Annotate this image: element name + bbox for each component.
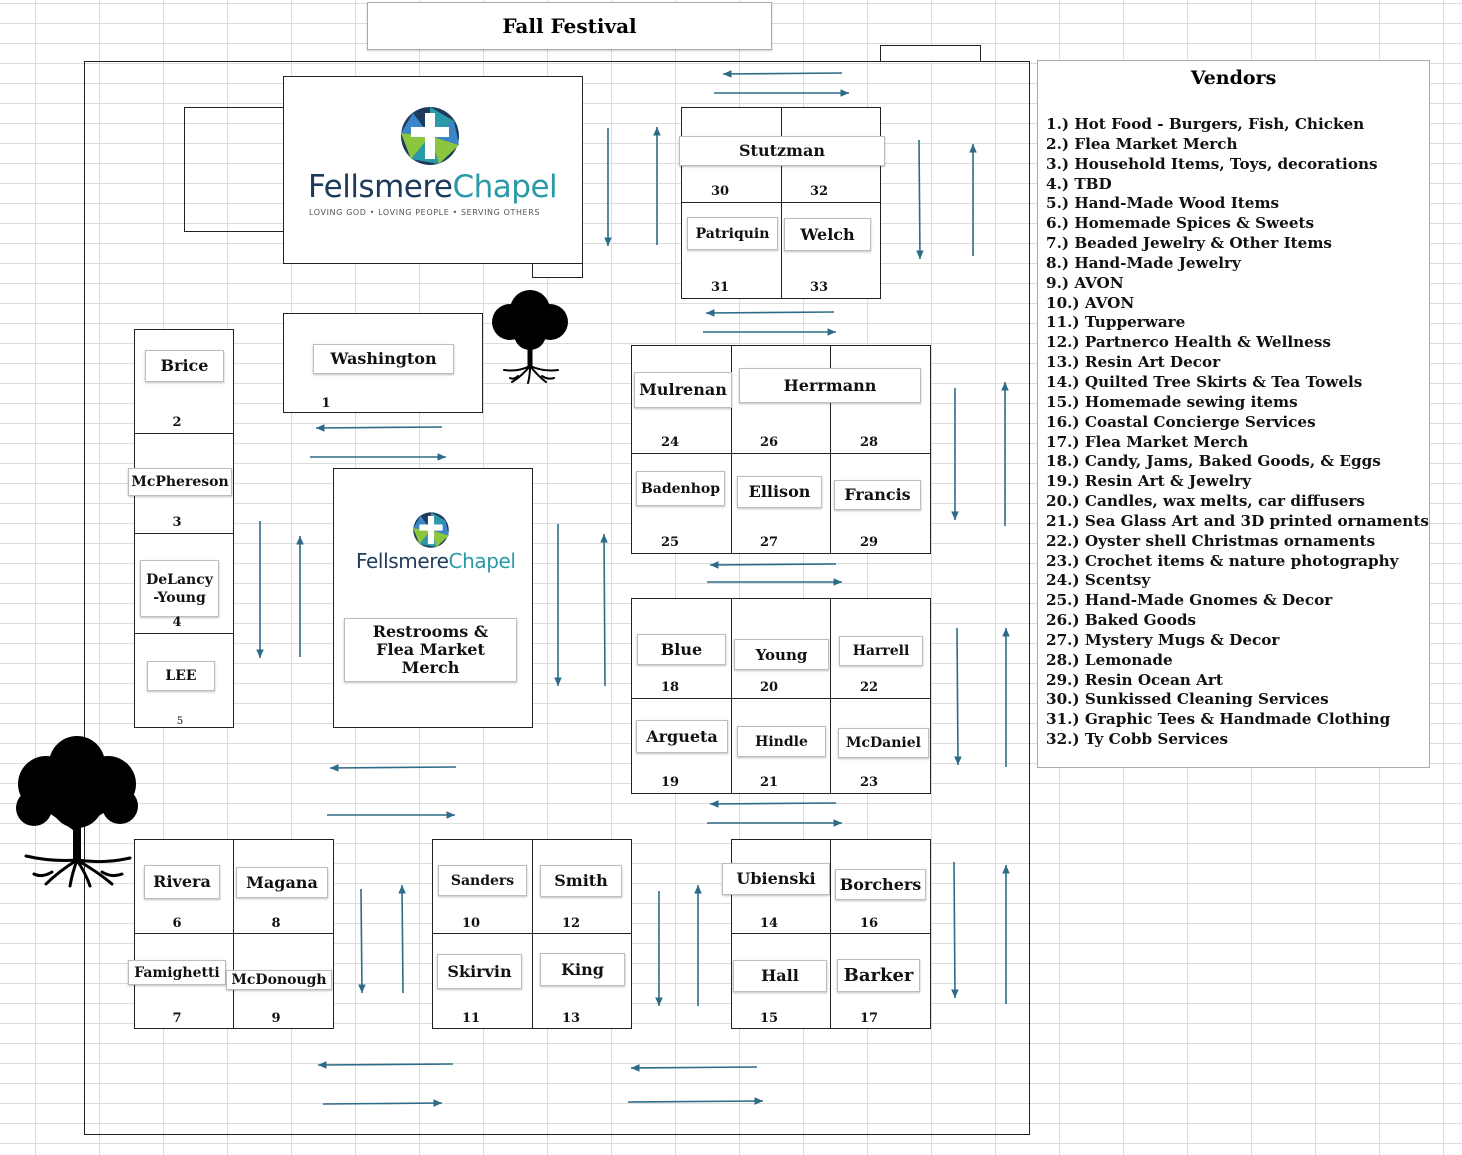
booth-number-11: 11 (461, 1011, 481, 1026)
vendor-item: 14.) Quilted Tree Skirts & Tea Towels (1046, 372, 1363, 391)
vendor-item: 12.) Partnerco Health & Wellness (1046, 333, 1331, 352)
booth-label-mcphereson: McPhereson (128, 468, 232, 496)
vendors-list (1046, 115, 1429, 750)
booth-number-32: 32 (809, 184, 829, 199)
vendor-item: 9.) AVON (1046, 273, 1124, 292)
page-title: Fall Festival (367, 2, 772, 50)
booth-number-28: 28 (859, 435, 879, 450)
booth-label-barker: Barker (837, 959, 920, 992)
vendor-item: 11.) Tupperware (1046, 313, 1186, 332)
booth-number-7: 7 (172, 1011, 182, 1026)
booth-label-lee: LEE (147, 661, 215, 691)
restrooms-label: Restrooms & Flea Market Merch (344, 618, 517, 682)
booth-number-16: 16 (859, 916, 879, 931)
vendor-item: 30.) Sunkissed Cleaning Services (1046, 690, 1329, 709)
booth-number-3: 3 (172, 515, 182, 530)
vendor-item: 23.) Crochet items & nature photography (1046, 551, 1399, 570)
booth-number-1: 1 (321, 396, 331, 411)
booth-number-30: 30 (710, 184, 730, 199)
cross-logo-icon (412, 511, 450, 549)
chapel-step (532, 263, 583, 278)
vendor-item: 31.) Graphic Tees & Handmade Clothing (1046, 710, 1391, 729)
vendors-panel (1037, 60, 1430, 768)
booth-label-hall: Hall (733, 960, 827, 992)
booth-label-badenhop: Badenhop (636, 471, 725, 506)
booth-number-22: 22 (859, 680, 879, 695)
booth-number-18: 18 (660, 680, 680, 695)
booth-label-mcdonough: McDonough (226, 970, 332, 990)
vendor-item: 3.) Household Items, Toys, decorations (1046, 154, 1378, 173)
booth-number-29: 29 (859, 535, 879, 550)
booth-number-2: 2 (172, 415, 182, 430)
vendor-item: 21.) Sea Glass Art and 3D printed ornaments (1046, 511, 1429, 530)
booth-number-26: 26 (759, 435, 779, 450)
booth-label-magana: Magana (236, 867, 328, 898)
church-logo-text-small: FellsmereChapel (356, 549, 516, 573)
church-logo-text: FellsmereChapel (308, 169, 558, 205)
entrance-box (880, 45, 981, 62)
booth-label-sanders: Sanders (438, 865, 527, 896)
booth-label-harrell: Harrell (839, 636, 923, 666)
booth-number-31: 31 (710, 280, 730, 295)
booth-number-15: 15 (759, 1011, 779, 1026)
booth-label-borchers: Borchers (835, 869, 926, 900)
vendor-item: 17.) Flea Market Merch (1046, 432, 1249, 451)
booth-number-8: 8 (271, 916, 281, 931)
booth-number-33: 33 (809, 280, 829, 295)
booth-number-21: 21 (759, 775, 779, 790)
booth-label-washington: Washington (313, 344, 454, 374)
booth-label-mulrenan: Mulrenan (634, 372, 732, 408)
booth-label-herrmann: Herrmann (739, 368, 921, 403)
vendor-item: 2.) Flea Market Merch (1046, 134, 1238, 153)
vendor-item: 1.) Hot Food - Burgers, Fish, Chicken (1046, 115, 1365, 133)
booth-label-skirvin: Skirvin (437, 954, 522, 989)
booth-number-19: 19 (660, 775, 680, 790)
vendor-item: 29.) Resin Ocean Art (1046, 670, 1223, 689)
booth-number-12: 12 (561, 916, 581, 931)
booth-label-ellison: Ellison (737, 476, 822, 508)
booth-number-25: 25 (660, 535, 680, 550)
vendor-item: 7.) Beaded Jewelry & Other Items (1046, 234, 1332, 253)
vendor-item: 18.) Candy, Jams, Baked Goods, & Eggs (1046, 452, 1381, 471)
booth-number-13: 13 (561, 1011, 581, 1026)
tree-icon (12, 732, 142, 888)
booth-number-6: 6 (172, 916, 182, 931)
vendor-item: 24.) Scentsy (1046, 571, 1151, 590)
booth-label-ubienski: Ubienski (722, 863, 830, 895)
vendor-item: 15.) Homemade sewing items (1046, 392, 1298, 411)
booth-label-argueta: Argueta (636, 720, 728, 753)
booth-number-10: 10 (461, 916, 481, 931)
vendor-item: 28.) Lemonade (1046, 650, 1173, 669)
church-tagline: LOVING GOD • LOVING PEOPLE • SERVING OTHERS (309, 208, 541, 217)
booth-number-23: 23 (859, 775, 879, 790)
booth-label-patriquin: Patriquin (687, 217, 778, 250)
booth-label-mcdaniel: McDaniel (838, 728, 929, 758)
booth-label-smith: Smith (540, 865, 622, 897)
vendor-item: 25.) Hand-Made Gnomes & Decor (1046, 591, 1333, 610)
booth-number-20: 20 (759, 680, 779, 695)
booth-number-4: 4 (172, 615, 182, 630)
vendor-item: 19.) Resin Art & Jewelry (1046, 472, 1252, 491)
booth-label-delancy: DeLancy -Young (140, 560, 219, 617)
booth-label-stutzman: Stutzman (679, 136, 885, 166)
tree-icon (488, 288, 572, 384)
booth-number-24: 24 (660, 435, 680, 450)
booth-label-king: King (540, 953, 625, 986)
chapel-building (283, 76, 583, 264)
booth-label-famighetti: Famighetti (128, 960, 226, 985)
booth-number-14: 14 (759, 916, 779, 931)
vendor-item: 13.) Resin Art Decor (1046, 353, 1221, 372)
booth-label-brice: Brice (145, 350, 224, 382)
booth-number-9: 9 (271, 1011, 281, 1026)
vendor-item: 20.) Candles, wax melts, car diffusers (1046, 492, 1365, 511)
annex-building (184, 107, 284, 232)
vendor-item: 16.) Coastal Concierge Services (1046, 412, 1316, 431)
booth-label-welch: Welch (784, 218, 871, 251)
cross-logo-icon (399, 105, 461, 167)
booth-label-francis: Francis (834, 480, 921, 510)
vendor-item: 27.) Mystery Mugs & Decor (1046, 630, 1280, 649)
booth-label-blue: Blue (637, 634, 726, 665)
booth-number-17: 17 (859, 1011, 879, 1026)
booth-label-young: Young (734, 639, 829, 670)
booth-label-rivera: Rivera (144, 865, 220, 899)
vendor-item: 10.) AVON (1046, 293, 1135, 312)
vendor-item: 22.) Oyster shell Christmas ornaments (1046, 531, 1376, 550)
vendor-item: 8.) Hand-Made Jewelry (1046, 253, 1241, 272)
restrooms-building (333, 468, 533, 728)
vendor-item: 4.) TBD (1046, 174, 1112, 193)
booth-number-27: 27 (759, 535, 779, 550)
vendors-heading: Vendors (1190, 67, 1277, 89)
vendor-item: 26.) Baked Goods (1046, 611, 1197, 630)
booth-label-hindle: Hindle (737, 726, 826, 757)
vendor-item: 5.) Hand-Made Wood Items (1046, 194, 1280, 213)
vendor-item: 6.) Homemade Spices & Sweets (1046, 214, 1315, 233)
booth-number-5: 5 (176, 716, 184, 727)
vendor-item: 32.) Ty Cobb Services (1046, 730, 1229, 749)
